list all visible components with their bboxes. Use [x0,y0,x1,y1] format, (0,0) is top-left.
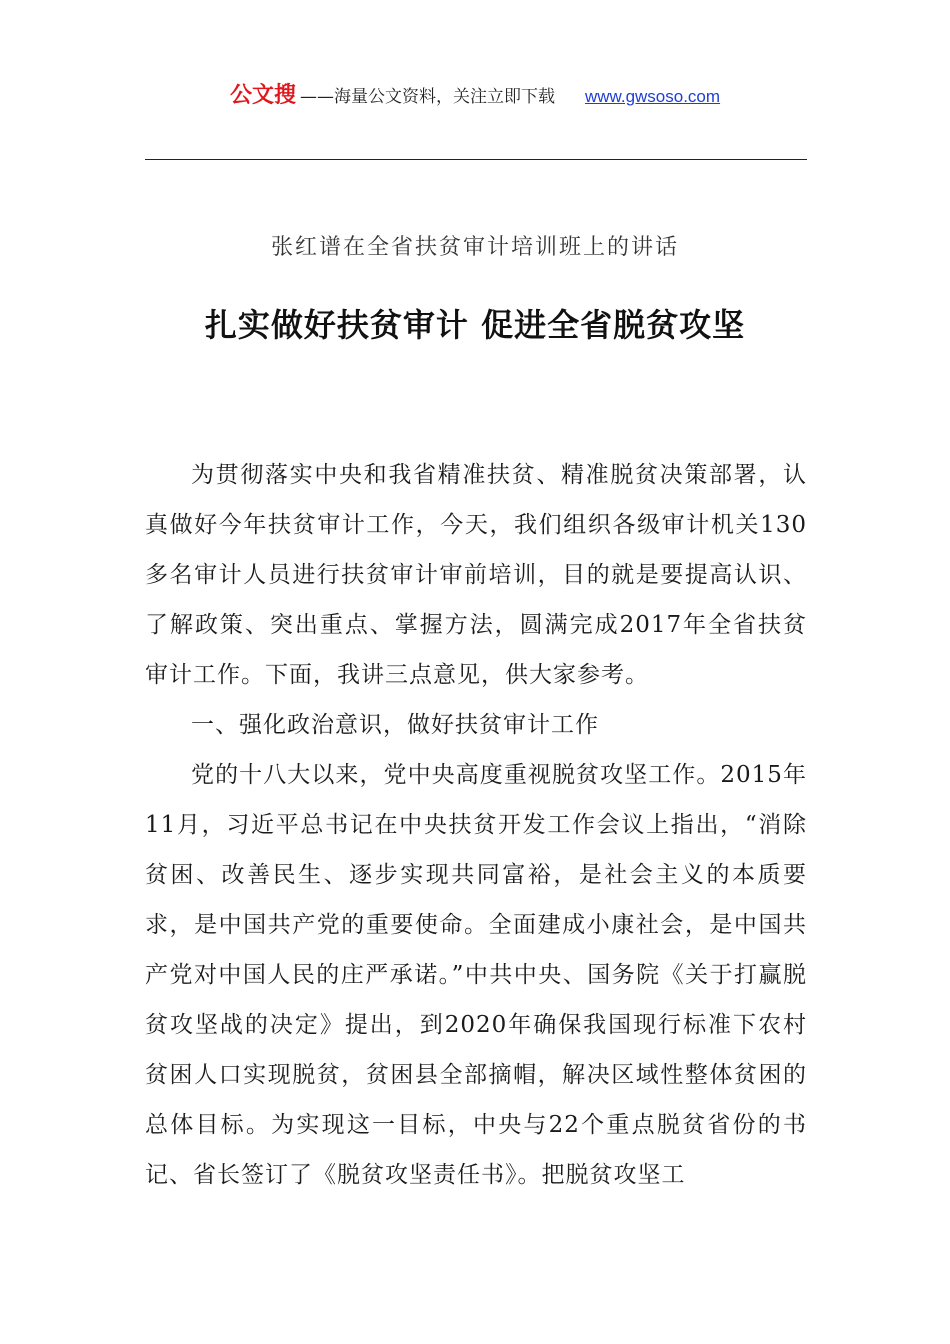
speech-subtitle: 张红谱在全省扶贫审计培训班上的讲话 [270,235,679,260]
brand-logo-text: 公文搜 [229,83,296,108]
header-divider [145,159,807,160]
body-paragraph-section-1: 党的十八大以来，党中央高度重视脱贫攻坚工作。2015年11月，习近平总书记在中央扶贫开发工作会议上指出，“消除贫困、改善民生、逐步实现共同富裕，是社会主义的本质要求，是中国共产党的重要使命。全面建成小康社会，是中国共产党对中国人民的庄严承诺。”中共中央、国务院《关于打赢脱贫攻坚战的决定》提出，到2020年确保我国现行标准下农村贫困人口实现脱贫，贫困县全部摘帽，解决区域性整体贫困的总体目标。为实现这一目标，中央与22个重点脱贫省份的书记、省长签订了《脱贫攻坚责任书》。把脱贫攻坚工 [145,762,807,1188]
body-paragraph-intro: 为贯彻落实中央和我省精准扶贫、精准脱贫决策部署，认真做好今年扶贫审计工作，今天，我们组织各级审计机关130多名审计人员进行扶贫审计审前培训，目的就是要提高认识、了解政策、突出重点、掌握方法，圆满完成2017年全省扶贫审计工作。下面，我讲三点意见，供大家参考。 [145,462,807,688]
header-slogan: ——海量公文资料，关注立即下载 [299,87,555,107]
section-heading-1: 一、强化政治意识，做好扶贫审计工作 [191,712,599,738]
document-title: 扎实做好扶贫审计 促进全省脱贫攻坚 [204,306,746,344]
document-body [145,450,807,1200]
page-header [0,78,950,118]
website-link[interactable]: www.gwsoso.com [584,87,721,106]
